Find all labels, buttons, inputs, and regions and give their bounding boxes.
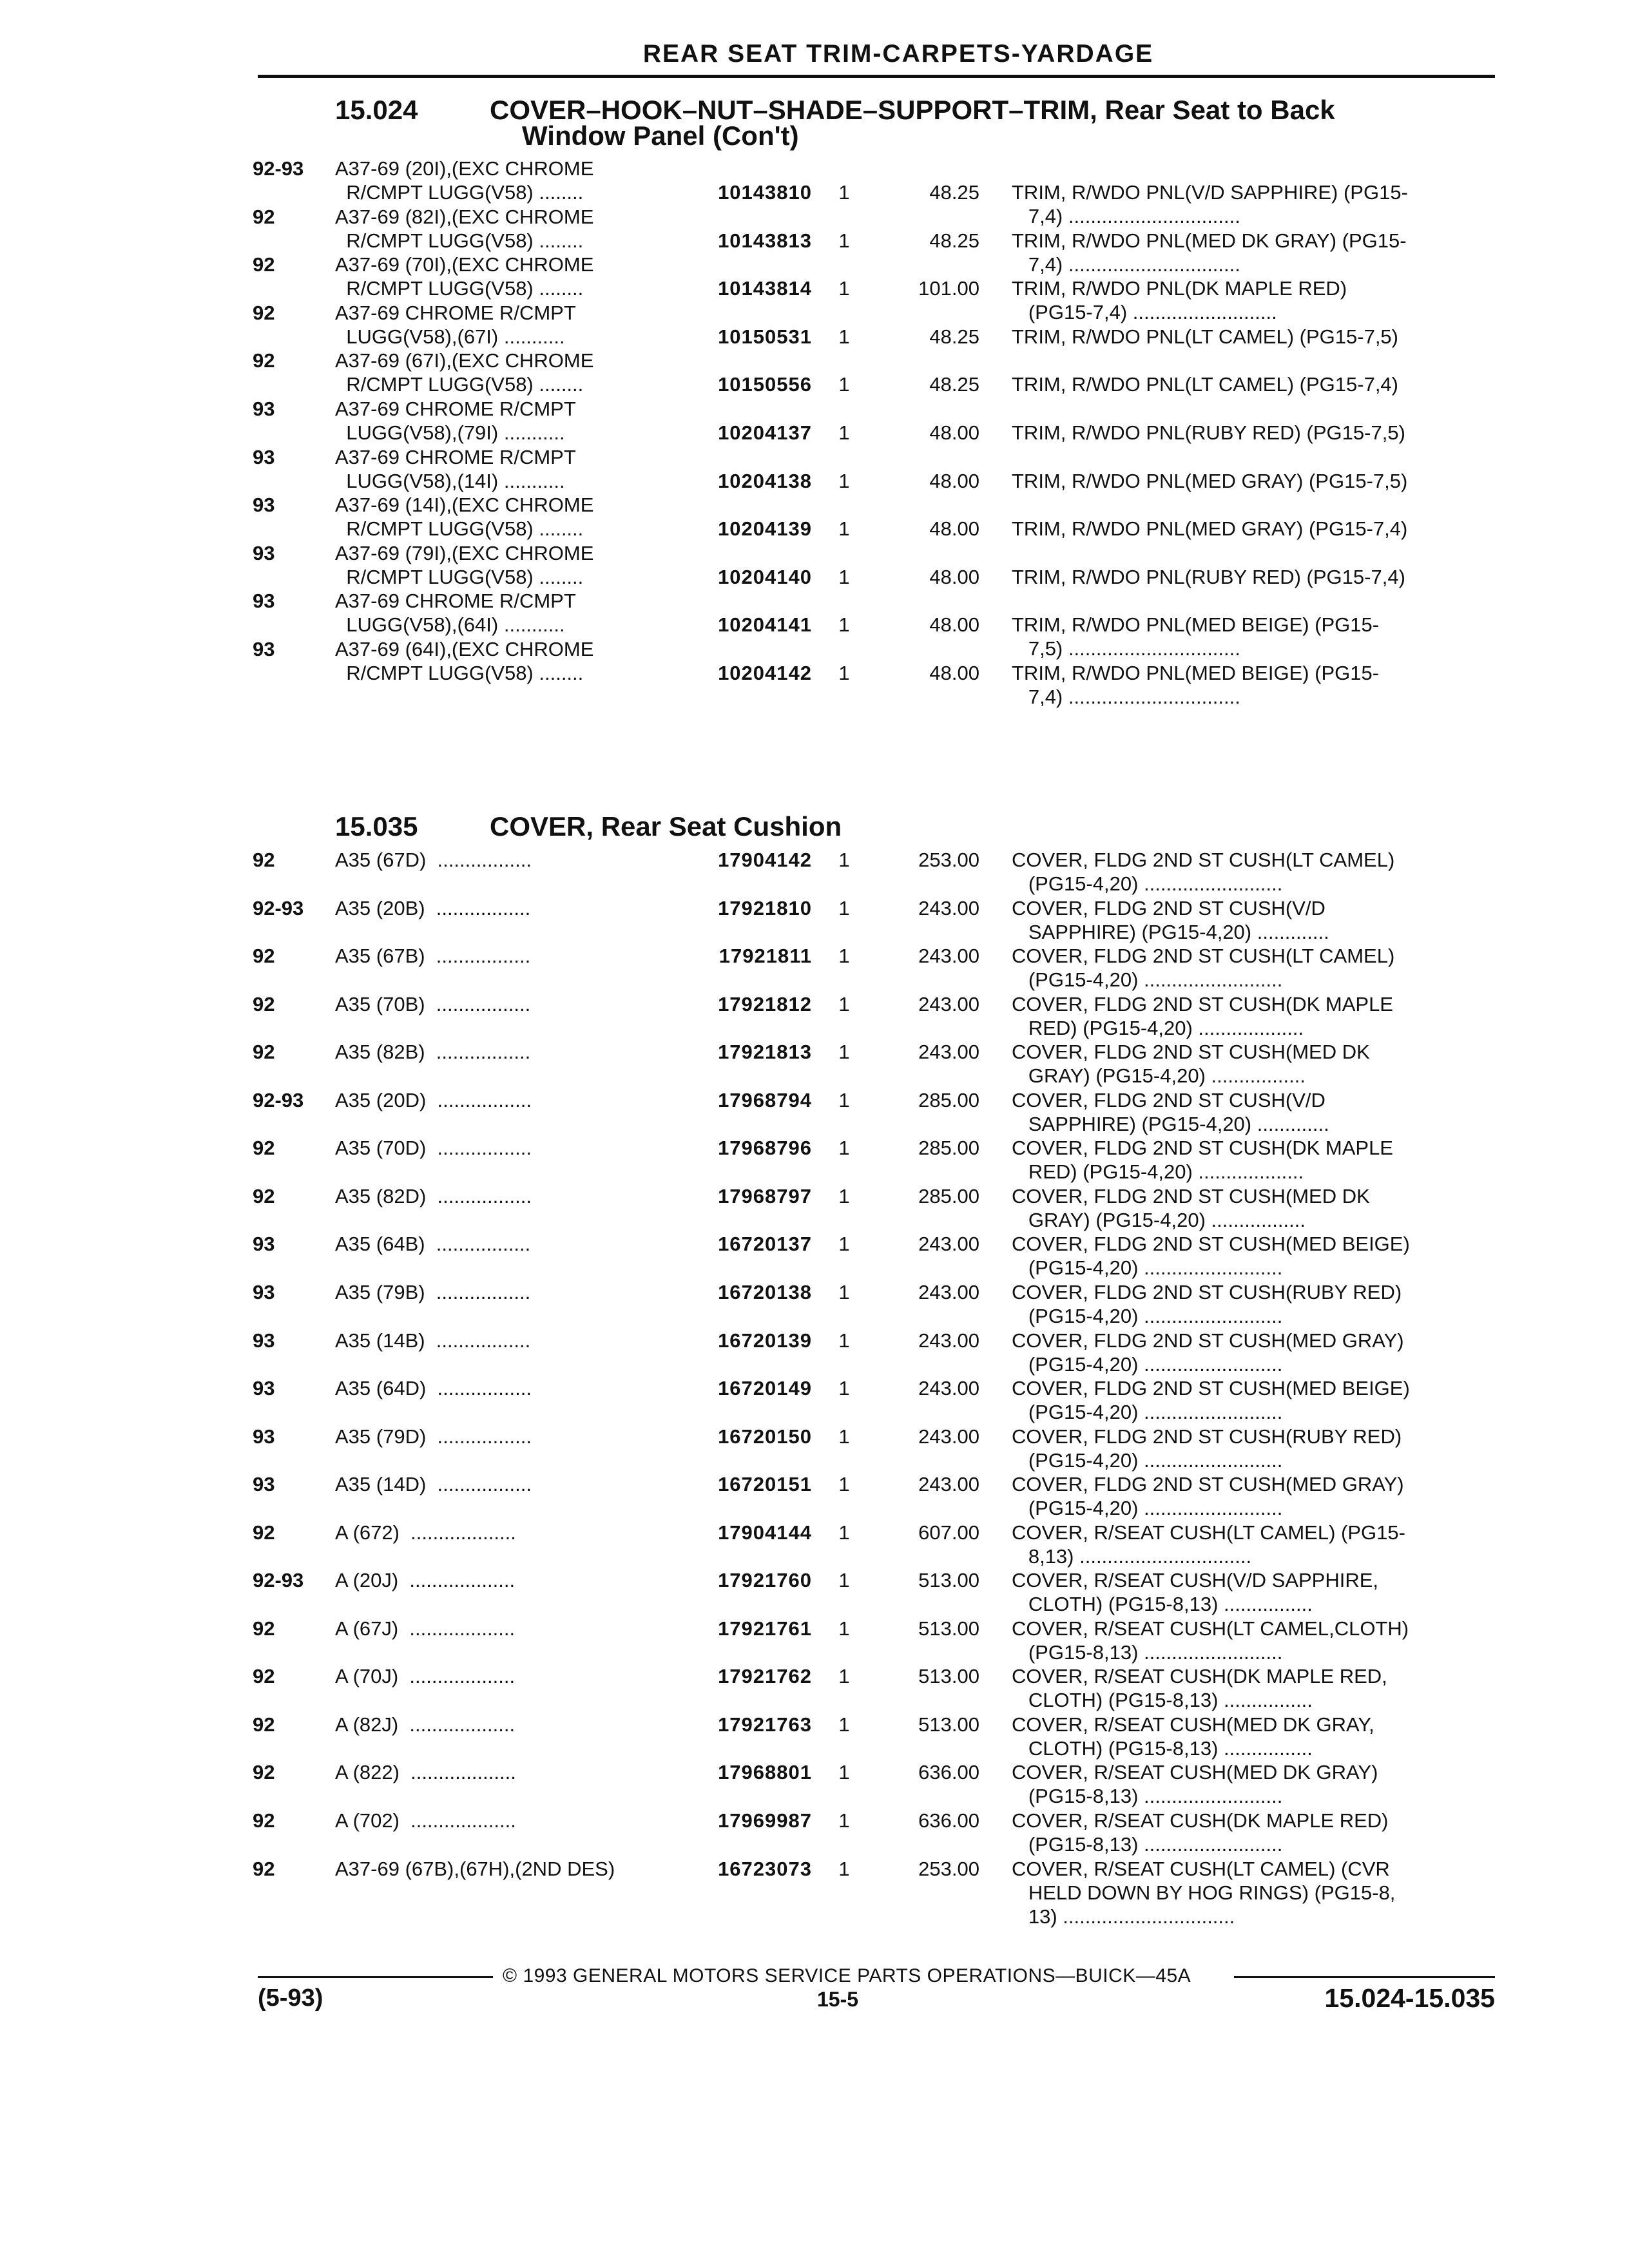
table-row bbox=[0, 1521, 1629, 1568]
footer-copyright: © 1993 GENERAL MOTORS SERVICE PARTS OPERATIONS—BUICK—45A bbox=[503, 1965, 1191, 1986]
part-number: 17921761 bbox=[718, 1617, 812, 1640]
part-number: 17921760 bbox=[718, 1569, 812, 1592]
part-name-line-1: COVER, FLDG 2ND ST CUSH(MED GRAY) bbox=[1012, 1329, 1404, 1352]
model-year: 93 bbox=[253, 1473, 275, 1496]
description-line-1: A37-69 (20I),(EXC CHROME bbox=[335, 157, 594, 180]
part-number: 17968796 bbox=[718, 1137, 812, 1160]
description-line-2: R/CMPT LUGG(V58) ........ bbox=[335, 662, 584, 684]
price: 243.00 bbox=[918, 1329, 979, 1352]
part-number: 10143814 bbox=[718, 277, 812, 300]
table-row bbox=[0, 1809, 1629, 1856]
quantity: 1 bbox=[838, 945, 850, 968]
part-name-line-1: TRIM, R/WDO PNL(MED BEIGE) (PG15- bbox=[1012, 662, 1380, 684]
quantity: 1 bbox=[838, 1809, 850, 1832]
description: A35 (64D) ................. bbox=[335, 1377, 532, 1400]
description: A35 (20B) ................. bbox=[335, 896, 531, 919]
model-year: 92 bbox=[253, 1041, 275, 1064]
part-name-line-1: COVER, R/SEAT CUSH(MED DK GRAY, bbox=[1012, 1713, 1374, 1736]
part-name-line-2: (PG15-4,20) ......................... bbox=[1012, 1497, 1283, 1520]
part-name-line-2: (PG15-8,13) ......................... bbox=[1012, 1785, 1283, 1808]
model-year: 92 bbox=[253, 945, 275, 968]
table-row bbox=[0, 1136, 1629, 1184]
description-line-1: A37-69 CHROME R/CMPT bbox=[335, 590, 576, 613]
price: 48.00 bbox=[929, 421, 979, 444]
section-number: 15.035 bbox=[335, 811, 418, 841]
model-year: 93 bbox=[253, 1280, 275, 1303]
footer-date: (5-93) bbox=[258, 1984, 323, 2012]
price: 285.00 bbox=[918, 1137, 979, 1160]
table-row bbox=[0, 848, 1629, 896]
quantity: 1 bbox=[838, 1761, 850, 1784]
quantity: 1 bbox=[838, 373, 850, 396]
part-number: 17921763 bbox=[718, 1713, 812, 1736]
part-name-line-1: TRIM, R/WDO PNL(DK MAPLE RED) bbox=[1012, 277, 1347, 300]
quantity: 1 bbox=[838, 1569, 850, 1592]
description: A (702) ................... bbox=[335, 1809, 516, 1832]
quantity: 1 bbox=[838, 1233, 850, 1256]
part-name-line-2: RED) (PG15-4,20) ................... bbox=[1012, 1160, 1304, 1184]
part-number: 16720137 bbox=[718, 1233, 812, 1256]
part-name-line-2: (PG15-4,20) ......................... bbox=[1012, 872, 1283, 895]
model-year: 92 bbox=[253, 253, 275, 276]
description: A (20J) ................... bbox=[335, 1569, 516, 1592]
description: A35 (70D) ................. bbox=[335, 1137, 532, 1160]
quantity: 1 bbox=[838, 896, 850, 919]
table-row bbox=[0, 493, 1629, 541]
description-line-2: LUGG(V58),(64I) ........... bbox=[335, 613, 565, 637]
model-year: 93 bbox=[253, 398, 275, 420]
part-name-line-1: TRIM, R/WDO PNL(LT CAMEL) (PG15-7,4) bbox=[1012, 373, 1398, 396]
price: 285.00 bbox=[918, 1088, 979, 1111]
part-name-line-1: TRIM, R/WDO PNL(MED BEIGE) (PG15- bbox=[1012, 613, 1380, 637]
part-name-line-2: 7,4) ............................... bbox=[1012, 253, 1240, 276]
model-year: 92-93 bbox=[253, 896, 304, 919]
quantity: 1 bbox=[838, 469, 850, 492]
part-number: 10150531 bbox=[718, 325, 812, 348]
part-name-line-1: COVER, R/SEAT CUSH(DK MAPLE RED) bbox=[1012, 1809, 1389, 1832]
part-name-line-2: RED) (PG15-4,20) ................... bbox=[1012, 1016, 1304, 1039]
model-year: 93 bbox=[253, 541, 275, 564]
description: A (67J) ................... bbox=[335, 1617, 516, 1640]
price: 253.00 bbox=[918, 849, 979, 871]
model-year: 92 bbox=[253, 1521, 275, 1544]
quantity: 1 bbox=[838, 325, 850, 348]
model-year: 92 bbox=[253, 349, 275, 372]
price: 243.00 bbox=[918, 992, 979, 1015]
part-name-line-3: 13) ............................... bbox=[1012, 1905, 1235, 1928]
model-year: 93 bbox=[253, 445, 275, 468]
quantity: 1 bbox=[838, 1857, 850, 1880]
table-row bbox=[0, 1184, 1629, 1232]
table-row bbox=[0, 1376, 1629, 1424]
part-number: 17921810 bbox=[718, 896, 812, 919]
quantity: 1 bbox=[838, 1425, 850, 1448]
part-number: 17969987 bbox=[718, 1809, 812, 1832]
model-year: 93 bbox=[253, 1377, 275, 1400]
price: 243.00 bbox=[918, 945, 979, 968]
part-name-line-1: COVER, R/SEAT CUSH(LT CAMEL) (PG15- bbox=[1012, 1521, 1405, 1544]
section-number: 15.024 bbox=[335, 95, 418, 125]
price: 48.25 bbox=[929, 229, 979, 252]
description: A35 (82D) ................. bbox=[335, 1184, 532, 1207]
part-name-line-2: CLOTH) (PG15-8,13) ................ bbox=[1012, 1593, 1313, 1616]
price: 48.25 bbox=[929, 373, 979, 396]
quantity: 1 bbox=[838, 1665, 850, 1688]
description: A37-69 (67B),(67H),(2ND DES) bbox=[335, 1857, 615, 1880]
description-line-2: R/CMPT LUGG(V58) ........ bbox=[335, 373, 584, 396]
price: 607.00 bbox=[918, 1521, 979, 1544]
part-number: 10204138 bbox=[718, 469, 812, 492]
price: 636.00 bbox=[918, 1809, 979, 1832]
part-number: 17921762 bbox=[718, 1665, 812, 1688]
part-name-line-2: (PG15-4,20) ......................... bbox=[1012, 1352, 1283, 1376]
description: A35 (14B) ................. bbox=[335, 1329, 531, 1352]
part-number: 16720138 bbox=[718, 1280, 812, 1303]
model-year: 92 bbox=[253, 1857, 275, 1880]
description: A35 (67D) ................. bbox=[335, 849, 532, 871]
description: A35 (82B) ................. bbox=[335, 1041, 531, 1064]
part-number: 10143813 bbox=[718, 229, 812, 252]
part-name-line-2: (PG15-4,20) ......................... bbox=[1012, 1401, 1283, 1424]
table-row bbox=[0, 1040, 1629, 1088]
part-name-line-2: (PG15-4,20) ......................... bbox=[1012, 1304, 1283, 1327]
part-number: 10143810 bbox=[718, 181, 812, 204]
part-number: 16720150 bbox=[718, 1425, 812, 1448]
part-name-line-1: TRIM, R/WDO PNL(MED DK GRAY) (PG15- bbox=[1012, 229, 1407, 252]
quantity: 1 bbox=[838, 1617, 850, 1640]
quantity: 1 bbox=[838, 613, 850, 637]
model-year: 93 bbox=[253, 590, 275, 613]
price: 513.00 bbox=[918, 1665, 979, 1688]
table-row bbox=[0, 1568, 1629, 1616]
price: 243.00 bbox=[918, 1377, 979, 1400]
price: 243.00 bbox=[918, 896, 979, 919]
part-number: 17904144 bbox=[718, 1521, 812, 1544]
price: 243.00 bbox=[918, 1041, 979, 1064]
price: 513.00 bbox=[918, 1617, 979, 1640]
model-year: 92 bbox=[253, 1761, 275, 1784]
description-line-2: R/CMPT LUGG(V58) ........ bbox=[335, 277, 584, 300]
part-name-line-1: COVER, FLDG 2ND ST CUSH(DK MAPLE bbox=[1012, 1137, 1393, 1160]
part-name-line-1: COVER, FLDG 2ND ST CUSH(LT CAMEL) bbox=[1012, 849, 1395, 871]
table-row bbox=[0, 1760, 1629, 1808]
part-name-line-1: COVER, FLDG 2ND ST CUSH(MED GRAY) bbox=[1012, 1473, 1404, 1496]
table-row bbox=[0, 397, 1629, 445]
table-row bbox=[0, 637, 1629, 708]
description: A35 (79B) ................. bbox=[335, 1280, 531, 1303]
quantity: 1 bbox=[838, 1377, 850, 1400]
part-number: 10204141 bbox=[718, 613, 812, 637]
quantity: 1 bbox=[838, 849, 850, 871]
price: 48.00 bbox=[929, 613, 979, 637]
table-row bbox=[0, 1280, 1629, 1328]
part-name-line-1: COVER, R/SEAT CUSH(MED DK GRAY) bbox=[1012, 1761, 1378, 1784]
description-line-1: A37-69 (79I),(EXC CHROME bbox=[335, 541, 594, 564]
description: A35 (64B) ................. bbox=[335, 1233, 531, 1256]
part-name-line-1: TRIM, R/WDO PNL(MED GRAY) (PG15-7,4) bbox=[1012, 517, 1408, 541]
part-name-line-1: COVER, FLDG 2ND ST CUSH(MED DK bbox=[1012, 1184, 1370, 1207]
description-line-2: LUGG(V58),(79I) ........... bbox=[335, 421, 565, 444]
part-name-line-1: TRIM, R/WDO PNL(RUBY RED) (PG15-7,4) bbox=[1012, 565, 1405, 588]
part-name-line-2: 8,13) ............................... bbox=[1012, 1544, 1252, 1568]
model-year: 93 bbox=[253, 1425, 275, 1448]
price: 243.00 bbox=[918, 1425, 979, 1448]
description: A35 (20D) ................. bbox=[335, 1088, 532, 1111]
part-name-line-2: 7,5) ............................... bbox=[1012, 637, 1240, 660]
description: A35 (14D) ................. bbox=[335, 1473, 532, 1496]
model-year: 93 bbox=[253, 494, 275, 517]
quantity: 1 bbox=[838, 1088, 850, 1111]
table-row bbox=[0, 1088, 1629, 1136]
part-name-line-1: TRIM, R/WDO PNL(V/D SAPPHIRE) (PG15- bbox=[1012, 181, 1408, 204]
part-number: 10204139 bbox=[718, 517, 812, 541]
quantity: 1 bbox=[838, 1713, 850, 1736]
quantity: 1 bbox=[838, 1280, 850, 1303]
part-name-line-2: (PG15-4,20) ......................... bbox=[1012, 968, 1283, 992]
part-name-line-1: TRIM, R/WDO PNL(LT CAMEL) (PG15-7,5) bbox=[1012, 325, 1398, 348]
part-number: 16720149 bbox=[718, 1377, 812, 1400]
model-year: 93 bbox=[253, 638, 275, 660]
part-name-line-2: HELD DOWN BY HOG RINGS) (PG15-8, bbox=[1012, 1881, 1396, 1904]
part-name-line-1: COVER, FLDG 2ND ST CUSH(RUBY RED) bbox=[1012, 1280, 1402, 1303]
table-row bbox=[0, 896, 1629, 944]
part-number: 10204137 bbox=[718, 421, 812, 444]
description-line-1: A37-69 (82I),(EXC CHROME bbox=[335, 205, 594, 228]
part-name-line-1: COVER, FLDG 2ND ST CUSH(DK MAPLE bbox=[1012, 992, 1393, 1015]
model-year: 92 bbox=[253, 1713, 275, 1736]
model-year: 92 bbox=[253, 1665, 275, 1688]
table-row bbox=[0, 1664, 1629, 1712]
price: 243.00 bbox=[918, 1473, 979, 1496]
part-number: 17968794 bbox=[718, 1088, 812, 1111]
footer-page-number: 15-5 bbox=[816, 1988, 859, 2011]
table-row bbox=[0, 349, 1629, 396]
part-name-line-1: TRIM, R/WDO PNL(MED GRAY) (PG15-7,5) bbox=[1012, 469, 1408, 492]
price: 636.00 bbox=[918, 1761, 979, 1784]
model-year: 92 bbox=[253, 205, 275, 228]
price: 285.00 bbox=[918, 1184, 979, 1207]
model-year: 92 bbox=[253, 1617, 275, 1640]
table-row bbox=[0, 445, 1629, 493]
part-number: 10204142 bbox=[718, 662, 812, 684]
part-name-line-2: (PG15-4,20) ......................... bbox=[1012, 1448, 1283, 1472]
description: A (70J) ................... bbox=[335, 1665, 516, 1688]
section-title: COVER–HOOK–NUT–SHADE–SUPPORT–TRIM, Rear Seat to Back bbox=[490, 95, 1335, 125]
description-line-2: LUGG(V58),(67I) ........... bbox=[335, 325, 565, 348]
part-number: 16720139 bbox=[718, 1329, 812, 1352]
part-number: 17921811 bbox=[718, 945, 812, 968]
price: 48.00 bbox=[929, 469, 979, 492]
description-line-1: A37-69 CHROME R/CMPT bbox=[335, 445, 576, 468]
part-name-line-1: COVER, FLDG 2ND ST CUSH(MED BEIGE) bbox=[1012, 1233, 1410, 1256]
model-year: 92-93 bbox=[253, 1088, 304, 1111]
part-name-line-1: COVER, FLDG 2ND ST CUSH(V/D bbox=[1012, 896, 1325, 919]
model-year: 92 bbox=[253, 849, 275, 871]
price: 48.00 bbox=[929, 662, 979, 684]
part-number: 17921812 bbox=[718, 992, 812, 1015]
table-row bbox=[0, 1425, 1629, 1472]
price: 243.00 bbox=[918, 1280, 979, 1303]
part-name-line-1: COVER, R/SEAT CUSH(LT CAMEL,CLOTH) bbox=[1012, 1617, 1409, 1640]
description-line-2: R/CMPT LUGG(V58) ........ bbox=[335, 229, 584, 252]
price: 48.00 bbox=[929, 565, 979, 588]
part-name-line-2: 7,4) ............................... bbox=[1012, 205, 1240, 227]
table-row bbox=[0, 944, 1629, 992]
quantity: 1 bbox=[838, 662, 850, 684]
footer-rule-right bbox=[1234, 1976, 1495, 1978]
quantity: 1 bbox=[838, 1473, 850, 1496]
part-name-line-1: COVER, FLDG 2ND ST CUSH(LT CAMEL) bbox=[1012, 945, 1395, 968]
part-name-line-2: (PG15-8,13) ......................... bbox=[1012, 1640, 1283, 1664]
quantity: 1 bbox=[838, 1137, 850, 1160]
model-year: 92-93 bbox=[253, 1569, 304, 1592]
description: A (822) ................... bbox=[335, 1761, 516, 1784]
description: A (672) ................... bbox=[335, 1521, 516, 1544]
part-number: 16723073 bbox=[718, 1857, 812, 1880]
table-row bbox=[0, 1713, 1629, 1760]
part-name-line-2: 7,4) ............................... bbox=[1012, 686, 1240, 708]
table-row bbox=[0, 1857, 1629, 1928]
model-year: 93 bbox=[253, 1233, 275, 1256]
part-number: 10204140 bbox=[718, 565, 812, 588]
model-year: 92 bbox=[253, 1184, 275, 1207]
footer-rule-left bbox=[258, 1976, 493, 1978]
model-year: 92 bbox=[253, 1137, 275, 1160]
part-name-line-2: GRAY) (PG15-4,20) ................. bbox=[1012, 1208, 1306, 1231]
title-rule bbox=[258, 75, 1495, 78]
part-name-line-1: TRIM, R/WDO PNL(RUBY RED) (PG15-7,5) bbox=[1012, 421, 1405, 444]
table-row bbox=[0, 301, 1629, 349]
quantity: 1 bbox=[838, 181, 850, 204]
part-number: 10150556 bbox=[718, 373, 812, 396]
part-name-line-2: SAPPHIRE) (PG15-4,20) ............. bbox=[1012, 920, 1329, 943]
quantity: 1 bbox=[838, 1521, 850, 1544]
price: 101.00 bbox=[918, 277, 979, 300]
description-line-1: A37-69 (14I),(EXC CHROME bbox=[335, 494, 594, 517]
table-row bbox=[0, 541, 1629, 589]
part-number: 17921813 bbox=[718, 1041, 812, 1064]
part-name-line-1: COVER, FLDG 2ND ST CUSH(V/D bbox=[1012, 1088, 1325, 1111]
description-line-1: A37-69 (64I),(EXC CHROME bbox=[335, 638, 594, 660]
part-name-line-1: COVER, FLDG 2ND ST CUSH(MED DK bbox=[1012, 1041, 1370, 1064]
description-line-1: A37-69 (67I),(EXC CHROME bbox=[335, 349, 594, 372]
table-row bbox=[0, 1472, 1629, 1520]
table-row bbox=[0, 992, 1629, 1040]
description: A35 (70B) ................. bbox=[335, 992, 531, 1015]
table-row bbox=[0, 1232, 1629, 1280]
part-number: 17968801 bbox=[718, 1761, 812, 1784]
quantity: 1 bbox=[838, 229, 850, 252]
footer-section-range: 15.024-15.035 bbox=[1324, 1983, 1495, 2013]
table-row bbox=[0, 1617, 1629, 1664]
description-line-1: A37-69 CHROME R/CMPT bbox=[335, 301, 576, 324]
part-name-line-1: COVER, FLDG 2ND ST CUSH(MED BEIGE) bbox=[1012, 1377, 1410, 1400]
price: 48.00 bbox=[929, 517, 979, 541]
part-name-line-1: COVER, R/SEAT CUSH(LT CAMEL) (CVR bbox=[1012, 1857, 1390, 1880]
model-year: 92 bbox=[253, 992, 275, 1015]
model-year: 92-93 bbox=[253, 157, 304, 180]
page-title: REAR SEAT TRIM-CARPETS-YARDAGE bbox=[642, 40, 1154, 68]
description-line-2: LUGG(V58),(14I) ........... bbox=[335, 469, 565, 492]
price: 253.00 bbox=[918, 1857, 979, 1880]
description-line-2: R/CMPT LUGG(V58) ........ bbox=[335, 517, 584, 541]
quantity: 1 bbox=[838, 992, 850, 1015]
description: A35 (67B) ................. bbox=[335, 945, 531, 968]
part-number: 17904142 bbox=[718, 849, 812, 871]
part-name-line-1: COVER, R/SEAT CUSH(DK MAPLE RED, bbox=[1012, 1665, 1387, 1688]
description: A (82J) ................... bbox=[335, 1713, 516, 1736]
section-title-continued: Window Panel (Con't) bbox=[522, 120, 799, 151]
price: 513.00 bbox=[918, 1713, 979, 1736]
part-name-line-1: COVER, FLDG 2ND ST CUSH(RUBY RED) bbox=[1012, 1425, 1402, 1448]
model-year: 92 bbox=[253, 1809, 275, 1832]
part-name-line-2: GRAY) (PG15-4,20) ................. bbox=[1012, 1064, 1306, 1088]
part-name-line-1: COVER, R/SEAT CUSH(V/D SAPPHIRE, bbox=[1012, 1569, 1379, 1592]
description-line-1: A37-69 CHROME R/CMPT bbox=[335, 398, 576, 420]
part-number: 17968797 bbox=[718, 1184, 812, 1207]
price: 513.00 bbox=[918, 1569, 979, 1592]
part-name-line-2: (PG15-4,20) ......................... bbox=[1012, 1256, 1283, 1280]
section-title: COVER, Rear Seat Cushion bbox=[490, 811, 842, 841]
quantity: 1 bbox=[838, 565, 850, 588]
part-name-line-2: (PG15-8,13) ......................... bbox=[1012, 1833, 1283, 1856]
part-name-line-2: (PG15-7,4) .......................... bbox=[1012, 301, 1277, 324]
quantity: 1 bbox=[838, 1041, 850, 1064]
part-name-line-2: CLOTH) (PG15-8,13) ................ bbox=[1012, 1689, 1313, 1712]
part-name-line-2: SAPPHIRE) (PG15-4,20) ............. bbox=[1012, 1112, 1329, 1135]
description-line-2: R/CMPT LUGG(V58) ........ bbox=[335, 181, 584, 204]
table-row bbox=[0, 1329, 1629, 1376]
description-line-2: R/CMPT LUGG(V58) ........ bbox=[335, 565, 584, 588]
description-line-1: A37-69 (70I),(EXC CHROME bbox=[335, 253, 594, 276]
price: 243.00 bbox=[918, 1233, 979, 1256]
quantity: 1 bbox=[838, 1329, 850, 1352]
quantity: 1 bbox=[838, 277, 850, 300]
model-year: 92 bbox=[253, 301, 275, 324]
quantity: 1 bbox=[838, 421, 850, 444]
description: A35 (79D) ................. bbox=[335, 1425, 532, 1448]
part-name-line-2: CLOTH) (PG15-8,13) ................ bbox=[1012, 1736, 1313, 1760]
price: 48.25 bbox=[929, 181, 979, 204]
quantity: 1 bbox=[838, 1184, 850, 1207]
quantity: 1 bbox=[838, 517, 850, 541]
price: 48.25 bbox=[929, 325, 979, 348]
part-number: 16720151 bbox=[718, 1473, 812, 1496]
model-year: 93 bbox=[253, 1329, 275, 1352]
